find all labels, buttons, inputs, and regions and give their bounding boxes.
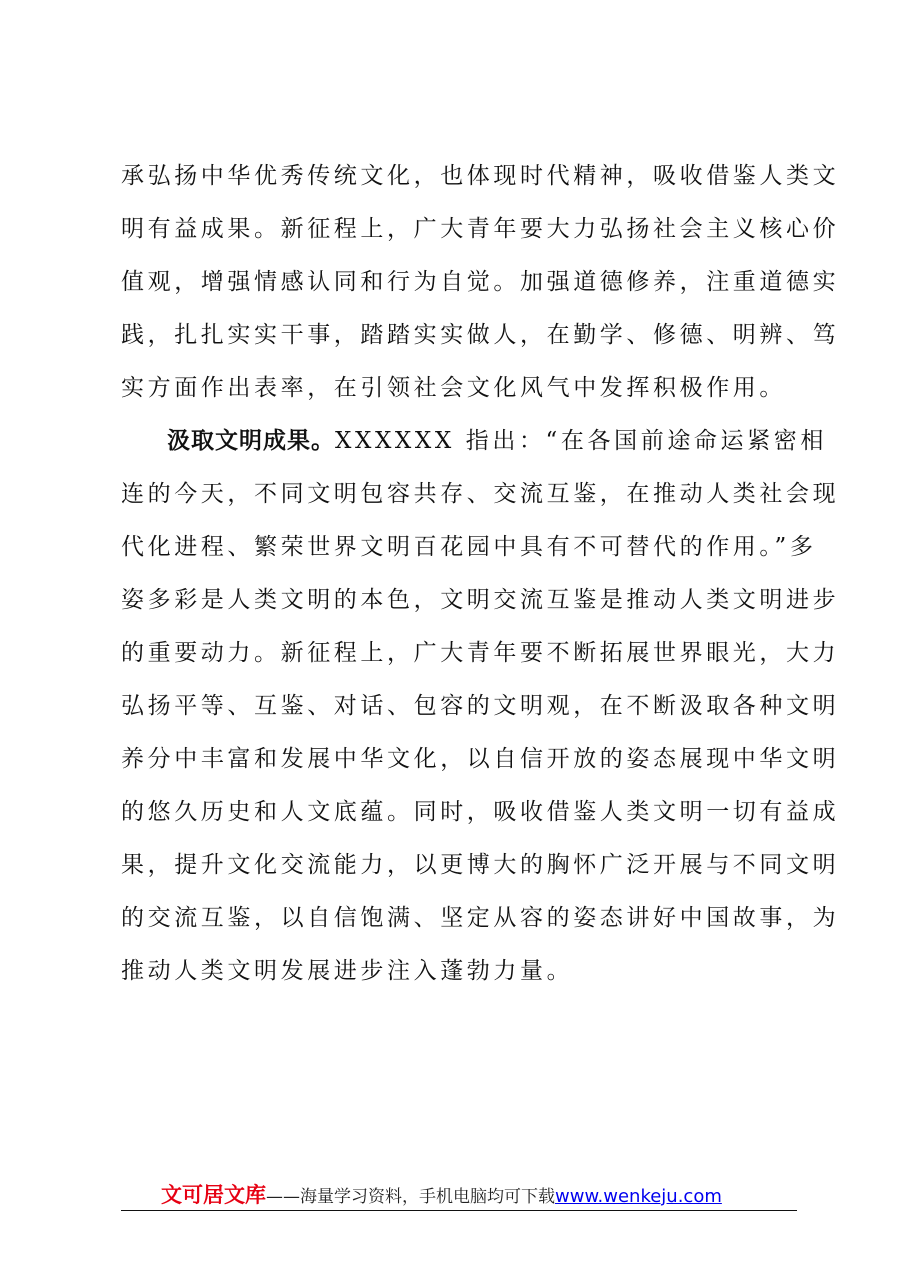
document-body: [121, 150, 840, 998]
text-segment: XXXXXX 指出：“在各国前途命运紧密相: [335, 428, 827, 454]
text-line: 弘扬平等、互鉴、对话、包容的文明观，在不断汲取各种文明: [121, 693, 840, 719]
footer-banner: [161, 1183, 722, 1209]
paragraph-1: [121, 150, 840, 415]
text-line: 代化进程、繁荣世界文明百花园中具有不可替代的作用。”多: [121, 534, 817, 560]
footer-slogan: ——海量学习资料，手机电脑均可下载: [266, 1187, 555, 1207]
text-line: 的悠久历史和人文底蕴。同时，吸收借鉴人类文明一切有益成: [121, 799, 840, 825]
footer-link[interactable]: www.wenkeju.com: [555, 1186, 722, 1207]
text-line: 推动人类文明发展进步注入蓬勃力量。: [121, 958, 574, 984]
paragraph-first-line: [121, 415, 827, 468]
text-line: 的重要动力。新征程上，广大青年要不断拓展世界眼光，大力: [121, 640, 840, 666]
text-line: 践，扎扎实实干事，踏踏实实做人，在勤学、修德、明辨、笃: [121, 322, 840, 348]
page-footer: [121, 1176, 797, 1216]
footer-divider: [121, 1210, 797, 1211]
text-line: 明有益成果。新征程上，广大青年要大力弘扬社会主义核心价: [121, 216, 840, 242]
paragraph-heading: 汲取文明成果。: [167, 428, 335, 454]
text-line: 实方面作出表率，在引领社会文化风气中发挥积极作用。: [121, 375, 786, 401]
text-line: 连的今天，不同文明包容共存、交流互鉴，在推动人类社会现: [121, 481, 840, 507]
text-line: 姿多彩是人类文明的本色，文明交流互鉴是推动人类文明进步: [121, 587, 840, 613]
paragraph-2: [121, 415, 840, 998]
text-line: 养分中丰富和发展中华文化，以自信开放的姿态展现中华文明: [121, 746, 840, 772]
text-line: 的交流互鉴，以自信饱满、坚定从容的姿态讲好中国故事，为: [121, 905, 840, 931]
text-line: 值观，增强情感认同和行为自觉。加强道德修养，注重道德实: [121, 269, 840, 295]
text-line: 承弘扬中华优秀传统文化，也体现时代精神，吸收借鉴人类文: [121, 163, 840, 189]
text-line: 果，提升文化交流能力，以更博大的胸怀广泛开展与不同文明: [121, 852, 840, 878]
footer-brand: 文可居文库: [161, 1183, 266, 1207]
